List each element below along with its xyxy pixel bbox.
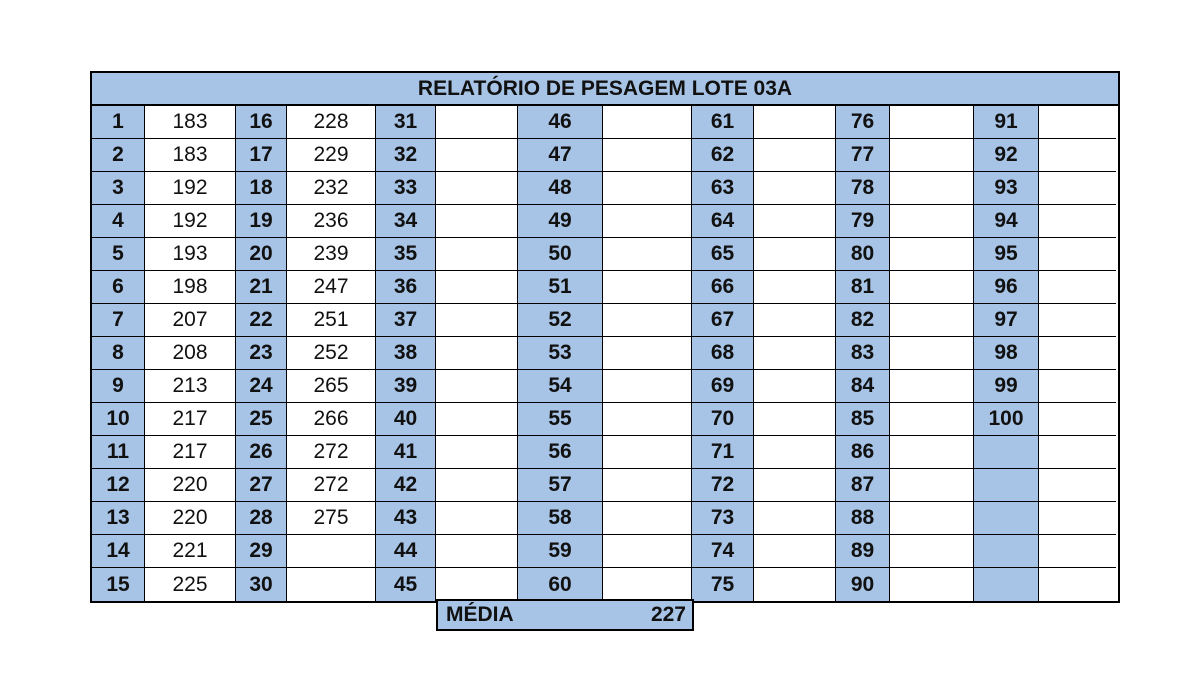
entry-number: 44: [376, 535, 436, 568]
entry-weight: 251: [287, 304, 376, 337]
entry-number: 42: [376, 469, 436, 502]
entry-weight: 217: [145, 403, 236, 436]
entry-weight: [890, 370, 974, 403]
entry-number: 33: [376, 172, 436, 205]
entry-number: 95: [974, 238, 1039, 271]
entry-number: 87: [836, 469, 890, 502]
entry-weight: 229: [287, 139, 376, 172]
entry-weight: [287, 568, 376, 601]
entry-number: 13: [92, 502, 145, 535]
entry-weight: [754, 568, 836, 601]
entry-number: 79: [836, 205, 890, 238]
entry-number: 27: [236, 469, 287, 502]
entry-weight: 220: [145, 502, 236, 535]
entry-weight: [890, 502, 974, 535]
entry-weight: [890, 238, 974, 271]
entry-weight: [436, 139, 518, 172]
entry-number: 92: [974, 139, 1039, 172]
entry-number: 94: [974, 205, 1039, 238]
entry-number: [974, 535, 1039, 568]
entry-weight: [603, 337, 692, 370]
entry-number: 65: [692, 238, 754, 271]
entry-number: 66: [692, 271, 754, 304]
entry-weight: 183: [145, 139, 236, 172]
entry-weight: [890, 403, 974, 436]
entry-number: 38: [376, 337, 436, 370]
entry-weight: [1039, 106, 1116, 139]
entry-number: 21: [236, 271, 287, 304]
entry-number: 93: [974, 172, 1039, 205]
entry-weight: 183: [145, 106, 236, 139]
report-title: RELATÓRIO DE PESAGEM LOTE 03A: [92, 73, 1118, 106]
entry-number: 14: [92, 535, 145, 568]
entry-number: 54: [518, 370, 603, 403]
entry-weight: 266: [287, 403, 376, 436]
entry-weight: [1039, 436, 1116, 469]
entry-weight: [436, 436, 518, 469]
entry-weight: 193: [145, 238, 236, 271]
entry-number: 18: [236, 172, 287, 205]
entry-weight: [436, 370, 518, 403]
entry-weight: [436, 271, 518, 304]
entry-number: [974, 469, 1039, 502]
weighing-report-table: [90, 71, 1120, 603]
entry-weight: [436, 535, 518, 568]
entry-number: 23: [236, 337, 287, 370]
entry-weight: [603, 106, 692, 139]
entry-number: 8: [92, 337, 145, 370]
entry-weight: 192: [145, 172, 236, 205]
entry-number: 47: [518, 139, 603, 172]
entry-number: 28: [236, 502, 287, 535]
entry-weight: 239: [287, 238, 376, 271]
entry-weight: [436, 238, 518, 271]
entry-weight: [754, 172, 836, 205]
entry-number: 7: [92, 304, 145, 337]
entry-number: [974, 568, 1039, 601]
entry-number: 62: [692, 139, 754, 172]
entry-number: 32: [376, 139, 436, 172]
entry-number: 81: [836, 271, 890, 304]
entry-number: 86: [836, 436, 890, 469]
entry-number: 50: [518, 238, 603, 271]
entry-number: 31: [376, 106, 436, 139]
entry-weight: [754, 502, 836, 535]
entry-number: 96: [974, 271, 1039, 304]
entry-weight: 228: [287, 106, 376, 139]
entry-weight: 265: [287, 370, 376, 403]
entry-number: 53: [518, 337, 603, 370]
entry-number: [974, 436, 1039, 469]
entry-number: 64: [692, 205, 754, 238]
entry-weight: [890, 205, 974, 238]
entry-weight: 236: [287, 205, 376, 238]
entry-weight: [436, 568, 518, 601]
entry-number: 35: [376, 238, 436, 271]
average-label: MÉDIA: [446, 603, 514, 626]
entry-weight: [1039, 205, 1116, 238]
entry-weight: [603, 172, 692, 205]
entry-number: 19: [236, 205, 287, 238]
entry-number: 83: [836, 337, 890, 370]
entry-number: 57: [518, 469, 603, 502]
entry-number: 76: [836, 106, 890, 139]
entry-number: 84: [836, 370, 890, 403]
entry-weight: [436, 502, 518, 535]
entry-weight: [603, 568, 692, 601]
entry-number: 49: [518, 205, 603, 238]
entry-weight: [287, 535, 376, 568]
entry-weight: [754, 535, 836, 568]
entry-weight: [1039, 403, 1116, 436]
entry-number: 43: [376, 502, 436, 535]
entry-weight: [1039, 172, 1116, 205]
entry-weight: [603, 469, 692, 502]
entry-weight: [890, 436, 974, 469]
entry-number: 5: [92, 238, 145, 271]
entry-weight: [754, 139, 836, 172]
entry-weight: [603, 205, 692, 238]
entry-number: 58: [518, 502, 603, 535]
entry-number: 4: [92, 205, 145, 238]
entry-weight: 225: [145, 568, 236, 601]
entry-weight: [754, 205, 836, 238]
entry-weight: [890, 337, 974, 370]
entry-number: 68: [692, 337, 754, 370]
entry-weight: [603, 403, 692, 436]
entry-number: 11: [92, 436, 145, 469]
entry-number: 40: [376, 403, 436, 436]
entry-weight: 247: [287, 271, 376, 304]
entry-number: 26: [236, 436, 287, 469]
entry-number: 9: [92, 370, 145, 403]
entry-number: 48: [518, 172, 603, 205]
entry-weight: [603, 238, 692, 271]
entry-number: 20: [236, 238, 287, 271]
entry-number: 85: [836, 403, 890, 436]
entry-weight: [890, 304, 974, 337]
entry-weight: 221: [145, 535, 236, 568]
entry-weight: 213: [145, 370, 236, 403]
entry-number: 69: [692, 370, 754, 403]
entry-weight: [754, 469, 836, 502]
entry-number: 56: [518, 436, 603, 469]
entry-number: 30: [236, 568, 287, 601]
entry-number: 6: [92, 271, 145, 304]
entry-number: 60: [518, 568, 603, 601]
entry-weight: [436, 337, 518, 370]
entry-weight: [890, 568, 974, 601]
entry-weight: [754, 370, 836, 403]
entry-number: 25: [236, 403, 287, 436]
entry-number: 73: [692, 502, 754, 535]
entry-number: 24: [236, 370, 287, 403]
entry-number: 100: [974, 403, 1039, 436]
entry-number: 39: [376, 370, 436, 403]
entry-number: 55: [518, 403, 603, 436]
entry-number: 34: [376, 205, 436, 238]
entry-weight: [603, 502, 692, 535]
entry-number: 63: [692, 172, 754, 205]
entry-number: 77: [836, 139, 890, 172]
entry-number: 78: [836, 172, 890, 205]
entry-weight: [603, 370, 692, 403]
entry-number: 3: [92, 172, 145, 205]
entry-weight: [1039, 502, 1116, 535]
entry-number: 52: [518, 304, 603, 337]
entry-weight: 272: [287, 436, 376, 469]
entry-weight: [1039, 535, 1116, 568]
entry-weight: [1039, 238, 1116, 271]
entry-weight: [603, 139, 692, 172]
entry-weight: 275: [287, 502, 376, 535]
entry-number: 61: [692, 106, 754, 139]
entry-number: 74: [692, 535, 754, 568]
average-row: [436, 599, 694, 631]
entry-number: 46: [518, 106, 603, 139]
entry-number: 37: [376, 304, 436, 337]
entry-weight: [890, 469, 974, 502]
entry-number: 2: [92, 139, 145, 172]
entry-number: 15: [92, 568, 145, 601]
entry-number: 75: [692, 568, 754, 601]
entry-number: 41: [376, 436, 436, 469]
entry-number: 51: [518, 271, 603, 304]
entry-weight: 232: [287, 172, 376, 205]
entry-number: 89: [836, 535, 890, 568]
entry-weight: [754, 271, 836, 304]
entry-number: 90: [836, 568, 890, 601]
entry-weight: [1039, 139, 1116, 172]
entry-weight: 207: [145, 304, 236, 337]
entry-weight: [890, 106, 974, 139]
entry-number: 82: [836, 304, 890, 337]
entry-weight: 272: [287, 469, 376, 502]
entry-weight: [890, 535, 974, 568]
entry-weight: [1039, 304, 1116, 337]
entry-weight: [754, 403, 836, 436]
entry-number: 12: [92, 469, 145, 502]
entry-number: 80: [836, 238, 890, 271]
entry-weight: [1039, 370, 1116, 403]
entry-weight: [890, 271, 974, 304]
entry-number: 97: [974, 304, 1039, 337]
entry-weight: 217: [145, 436, 236, 469]
entry-weight: [754, 304, 836, 337]
entry-weight: [754, 436, 836, 469]
entry-number: 72: [692, 469, 754, 502]
entry-number: 10: [92, 403, 145, 436]
entry-number: 45: [376, 568, 436, 601]
entry-weight: [890, 172, 974, 205]
entry-weight: 208: [145, 337, 236, 370]
entry-number: 99: [974, 370, 1039, 403]
entry-weight: [890, 139, 974, 172]
entry-weight: [754, 106, 836, 139]
entry-number: 22: [236, 304, 287, 337]
entry-number: 98: [974, 337, 1039, 370]
entry-weight: [436, 304, 518, 337]
entry-weight: [1039, 271, 1116, 304]
entry-number: 1: [92, 106, 145, 139]
entry-weight: [603, 271, 692, 304]
entry-number: 91: [974, 106, 1039, 139]
entry-number: 67: [692, 304, 754, 337]
entry-weight: [436, 469, 518, 502]
entry-number: 71: [692, 436, 754, 469]
entry-weight: [1039, 469, 1116, 502]
entry-weight: 252: [287, 337, 376, 370]
entry-weight: [436, 205, 518, 238]
entry-number: 36: [376, 271, 436, 304]
entry-weight: 198: [145, 271, 236, 304]
entry-number: [974, 502, 1039, 535]
entry-weight: [603, 436, 692, 469]
entry-number: 88: [836, 502, 890, 535]
entry-weight: [1039, 568, 1116, 601]
entry-weight: [603, 304, 692, 337]
entry-weight: [436, 106, 518, 139]
weighing-grid: [92, 106, 1118, 601]
entry-number: 59: [518, 535, 603, 568]
entry-weight: [1039, 337, 1116, 370]
entry-weight: [603, 535, 692, 568]
entry-weight: [436, 172, 518, 205]
average-value: 227: [650, 603, 686, 626]
entry-weight: [754, 337, 836, 370]
entry-weight: [436, 403, 518, 436]
entry-number: 17: [236, 139, 287, 172]
entry-weight: 220: [145, 469, 236, 502]
entry-number: 70: [692, 403, 754, 436]
entry-weight: 192: [145, 205, 236, 238]
entry-weight: [754, 238, 836, 271]
entry-number: 16: [236, 106, 287, 139]
entry-number: 29: [236, 535, 287, 568]
